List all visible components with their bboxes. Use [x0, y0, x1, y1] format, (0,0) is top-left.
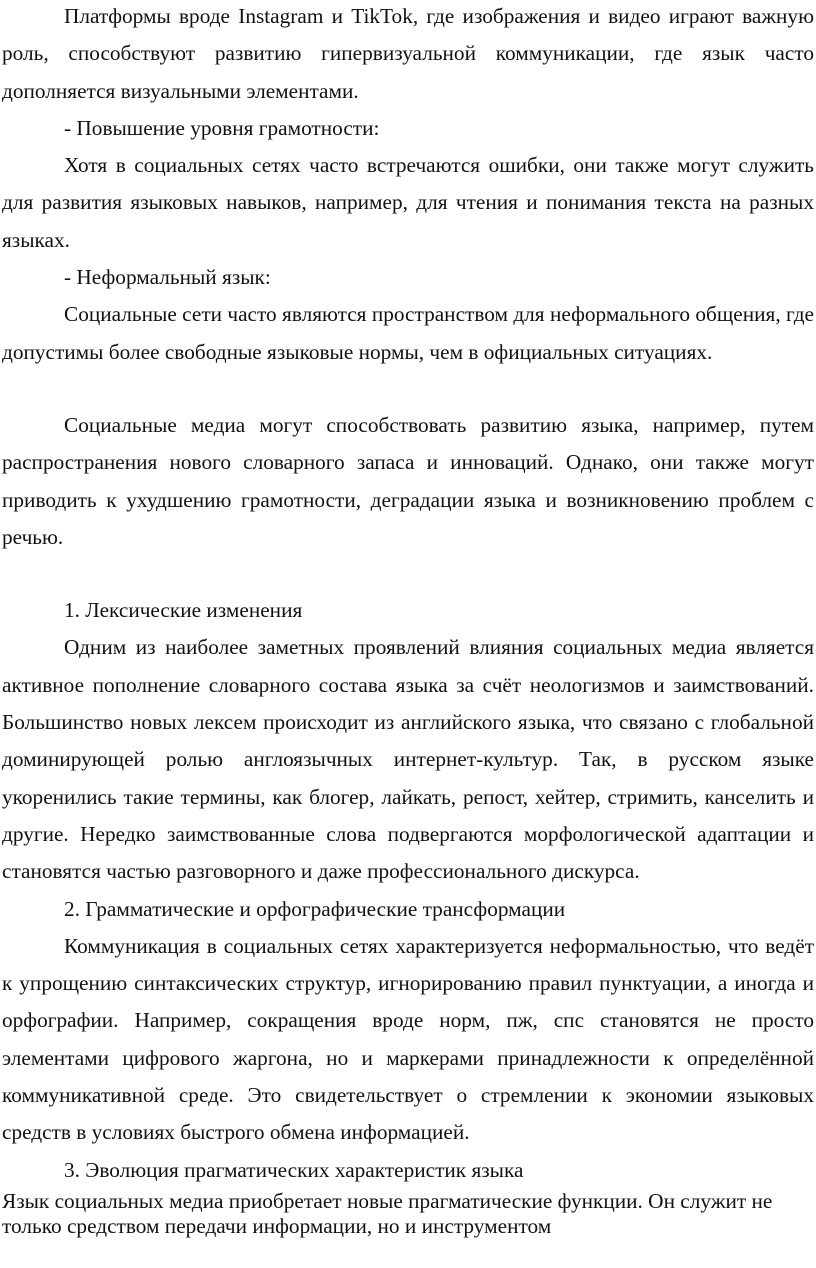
- paragraph-lexical-changes: Одним из наиболее заметных проявлений влияния социальных медиа является активное пополнение словарного состава языка за счёт неологизмов и заимствований. Большинство новых лексем происходит из английского языка, что связано с глобальной доминирующей ролью англоязычных интернет-культур. Так, в русском языке укоренились такие термины, как блогер, лайкать, репост, хейтер, стримить, канселить и другие. Нередко заимствованные слова подвергаются морфологической адаптации и становятся частью разговорного и даже профессионального дискурса.: [2, 635, 814, 884]
- paragraph-pragmatics: Язык социальных медиа приобретает новые прагматические функции. Он служит не только средством передачи информации, но и инструментом: [2, 1188, 773, 1239]
- subheading-informal-language: - Неформальный язык:: [64, 265, 271, 290]
- section-heading-grammar: 2. Грамматические и орфографические трансформации: [64, 896, 566, 921]
- section-heading-pragmatics: 3. Эволюция прагматических характеристик языка: [64, 1157, 524, 1182]
- subheading-literacy: - Повышение уровня грамотности:: [64, 115, 380, 140]
- paragraph-literacy: Хотя в социальных сетях часто встречаются ошибки, они также могут служить для развития языковых навыков, например, для чтения и понимания текста на разных языках.: [2, 153, 814, 252]
- paragraph-informal-language: Социальные сети часто являются пространством для неформального общения, где допустимы более свободные языковые нормы, чем в официальных ситуациях.: [2, 302, 814, 364]
- paragraph-grammar-transformations: Коммуникация в социальных сетях характеризуется неформальностью, что ведёт к упрощению синтаксических структур, игнорированию правил пунктуации, а иногда и орфографии. Например, сокращения вроде норм, пж, спс становятся не просто элементами цифрового жаргона, но и маркерами принадлежности к определённой коммуникативной среде. Это свидетельствует о стремлении к экономии языковых средств в условиях быстрого обмена информацией.: [2, 933, 814, 1145]
- section-heading-lexical: 1. Лексические изменения: [64, 598, 303, 623]
- paragraph-visual-communication: Платформы вроде Instagram и TikTok, где изображения и видео играют важную роль, способствуют развитию гипервизуальной коммуникации, где язык часто дополняется визуальными элементами.: [2, 4, 814, 103]
- paragraph-gap: [2, 371, 814, 407]
- paragraph-gap: [2, 556, 814, 592]
- paragraph-language-development: Социальные медиа могут способствовать развитию языка, например, путем распространения нового словарного запаса и инноваций. Однако, они также могут приводить к ухудшению грамотности, деградации языка и возникновению проблем с речью.: [2, 412, 814, 549]
